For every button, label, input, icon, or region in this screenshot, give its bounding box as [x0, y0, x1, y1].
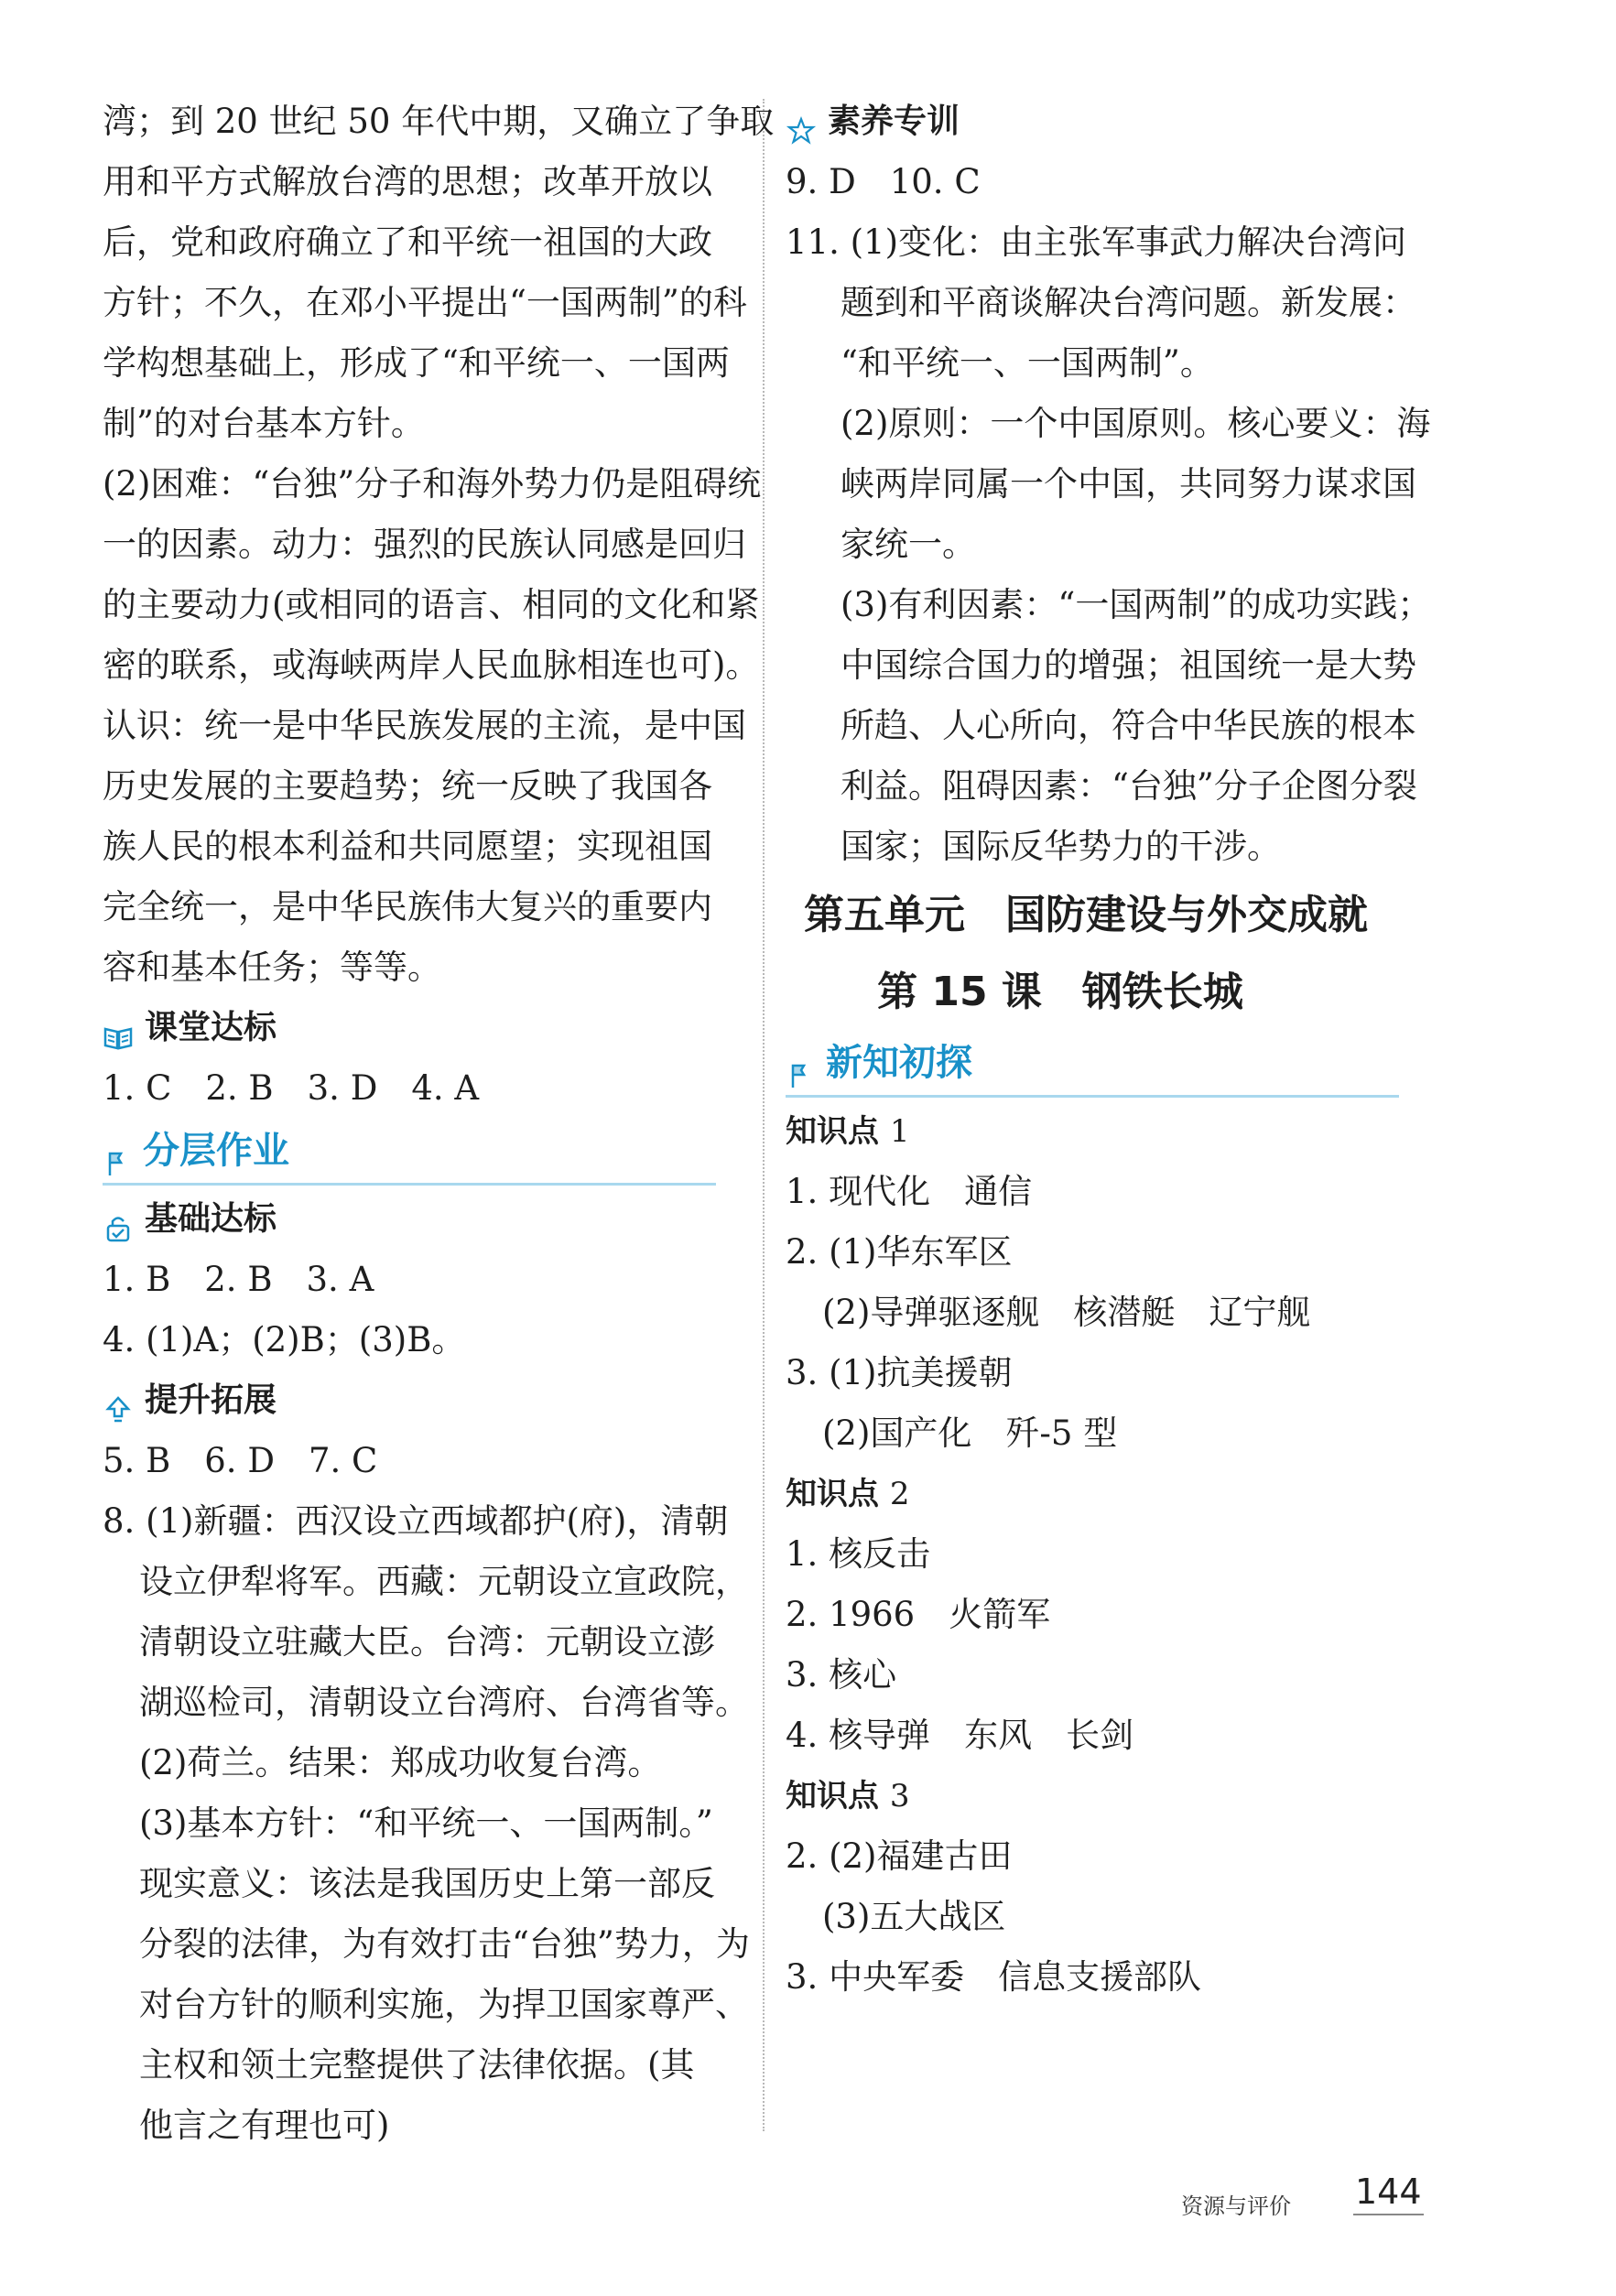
answer-line: 1. 现代化 通信: [786, 1172, 1033, 1211]
knowledge-point-2-label: [786, 1464, 1445, 1524]
page-number: 144: [1353, 2171, 1424, 2215]
answer-line: 1. 核反击: [786, 1534, 931, 1574]
lesson-title: 第 15 课 钢铁长城: [877, 969, 1243, 1015]
answer-line: 2. 1966 火箭军: [786, 1595, 1051, 1634]
classroom-answers: 1. C 2. B 3. D 4. A: [103, 1068, 480, 1108]
kp-number: 1: [889, 1113, 910, 1150]
text-line: 利益。阻碍因素：“台独”分子企图分裂: [841, 766, 1417, 806]
text-line: 家统一。: [841, 525, 976, 564]
text-line: 所趋、人心所向，符合中华民族的根本: [841, 706, 1416, 745]
pencil-flag-icon: [103, 1135, 134, 1166]
right-column: [786, 92, 1445, 2008]
text-line: 分裂的法律，为有效打击“台独”势力，为: [139, 1924, 750, 1964]
text-line: (2)荷兰。结果：郑成功收复台湾。: [139, 1743, 662, 1782]
knowledge-point-1-label: [786, 1101, 1445, 1162]
text-line: 历史发展的主要趋势；统一反映了我国各: [103, 766, 712, 806]
text-line: 他言之有理也可): [139, 2106, 390, 2145]
expand-title: 提升拓展: [145, 1381, 277, 1419]
answer-line: 2. (1)华东军区: [786, 1232, 1013, 1272]
answer-line: 1. B 2. B 3. A: [103, 1260, 374, 1299]
text-line: 国家；国际反华势力的干涉。: [841, 827, 1281, 866]
footer-label: 资源与评价: [1181, 2193, 1291, 2219]
layered-title: 分层作业: [143, 1130, 289, 1172]
answer-line: 4. 核导弹 东风 长剑: [786, 1716, 1134, 1755]
classroom-heading: [103, 998, 743, 1058]
kp-label: 知识点: [786, 1113, 879, 1150]
text-line: 题到和平商谈解决台湾问题。新发展：: [841, 283, 1416, 322]
text-line: 清朝设立驻藏大臣。台湾：元朝设立澎: [139, 1622, 715, 1662]
text-line: 后，党和政府确立了和平统一祖国的大政: [103, 222, 712, 262]
text-line: 方针；不久，在邓小平提出“一国两制”的科: [103, 283, 747, 322]
unit-title: 第五单元 国防建设与外交成就: [804, 892, 1368, 938]
text-line: 一的因素。动力：强烈的民族认同感是回归: [103, 525, 746, 564]
new-knowledge-heading: [786, 1031, 1399, 1098]
text-line: 湾；到 20 世纪 50 年代中期，又确立了争取: [103, 102, 775, 141]
layered-homework-heading: [103, 1119, 716, 1186]
answer-line: (2)导弹驱逐舰 核潜艇 辽宁舰: [822, 1293, 1311, 1332]
text-line: 的主要动力(或相同的语言、相同的文化和紧: [103, 585, 760, 624]
text-line: 设立伊犁将军。西藏：元朝设立宣政院，: [139, 1562, 749, 1601]
text-line: 峡两岸同属一个中国，共同努力谋求国: [841, 464, 1416, 504]
pencil-flag-icon: [786, 1047, 817, 1078]
text-line: 完全统一，是中华民族伟大复兴的重要内: [103, 887, 712, 926]
text-line: 11. (1)变化：由主张军事武力解决台湾问: [786, 222, 1407, 262]
kp-number: 2: [889, 1476, 910, 1512]
text-line: 8. (1)新疆：西汉设立西域都护(府)，清朝: [103, 1501, 729, 1541]
text-line: 中国综合国力的增强；祖国统一是大势: [841, 645, 1416, 685]
classroom-title: 课堂达标: [145, 1009, 277, 1046]
left-column: [103, 92, 775, 2156]
literacy-title: 素养专训: [828, 103, 960, 140]
kp-number: 3: [889, 1778, 910, 1814]
expand-heading: [103, 1370, 743, 1431]
answer-line: 2. (2)福建古田: [786, 1836, 1013, 1876]
knowledge-point-3-label: [786, 1766, 1445, 1826]
text-line: (2)困难：“台独”分子和海外势力仍是阻碍统: [103, 464, 762, 504]
up-arrow-icon: [103, 1385, 134, 1416]
text-line: (3)基本方针：“和平统一、一国两制。”: [139, 1803, 713, 1843]
kp-label: 知识点: [786, 1778, 879, 1814]
text-line: 制”的对台基本方针。: [103, 404, 425, 443]
answer-line: (3)五大战区: [822, 1897, 1006, 1936]
text-line: 族人民的根本利益和共同愿望；实现祖国: [103, 827, 712, 866]
answer-line: 5. B 6. D 7. C: [103, 1441, 378, 1480]
text-line: 容和基本任务；等等。: [103, 948, 441, 987]
newknow-title: 新知初探: [826, 1042, 972, 1084]
text-line: 密的联系，或海峡两岸人民血脉相连也可)。: [103, 645, 760, 685]
basic-heading: [103, 1189, 743, 1250]
answer-line: 3. 核心: [786, 1655, 897, 1695]
answer-line: 3. (1)抗美援朝: [786, 1353, 1013, 1392]
text-line: 学构想基础上，形成了“和平统一、一国两: [103, 343, 730, 383]
column-divider: [763, 99, 765, 2131]
text-line: (2)原则：一个中国原则。核心要义：海: [841, 404, 1431, 443]
text-line: 现实意义：该法是我国历史上第一部反: [139, 1864, 715, 1903]
basic-title: 基础达标: [145, 1200, 277, 1238]
answer-line: (2)国产化 歼-5 型: [822, 1413, 1118, 1453]
text-line: 对台方针的顺利实施，为捍卫国家尊严、: [139, 1985, 749, 2024]
lock-icon: [103, 1204, 134, 1235]
text-line: “和平统一、一国两制”。: [841, 343, 1214, 383]
text-line: 用和平方式解放台湾的思想；改革开放以: [103, 162, 712, 201]
literacy-heading: [786, 92, 1445, 152]
open-book-icon: [103, 1013, 134, 1044]
star-icon: [786, 106, 817, 137]
kp-label: 知识点: [786, 1476, 879, 1512]
text-line: 认识：统一是中华民族发展的主流，是中国: [103, 706, 746, 745]
answer-line: 3. 中央军委 信息支援部队: [786, 1957, 1202, 1997]
text-line: (3)有利因素：“一国两制”的成功实践；: [841, 585, 1432, 624]
answer-line: 9. D 10. C: [786, 162, 981, 201]
answer-line: 4. (1)A；(2)B；(3)B。: [103, 1320, 466, 1359]
text-line: 主权和领土完整提供了法律依据。(其: [139, 2045, 695, 2085]
text-line: 湖巡检司，清朝设立台湾府、台湾省等。: [139, 1683, 749, 1722]
